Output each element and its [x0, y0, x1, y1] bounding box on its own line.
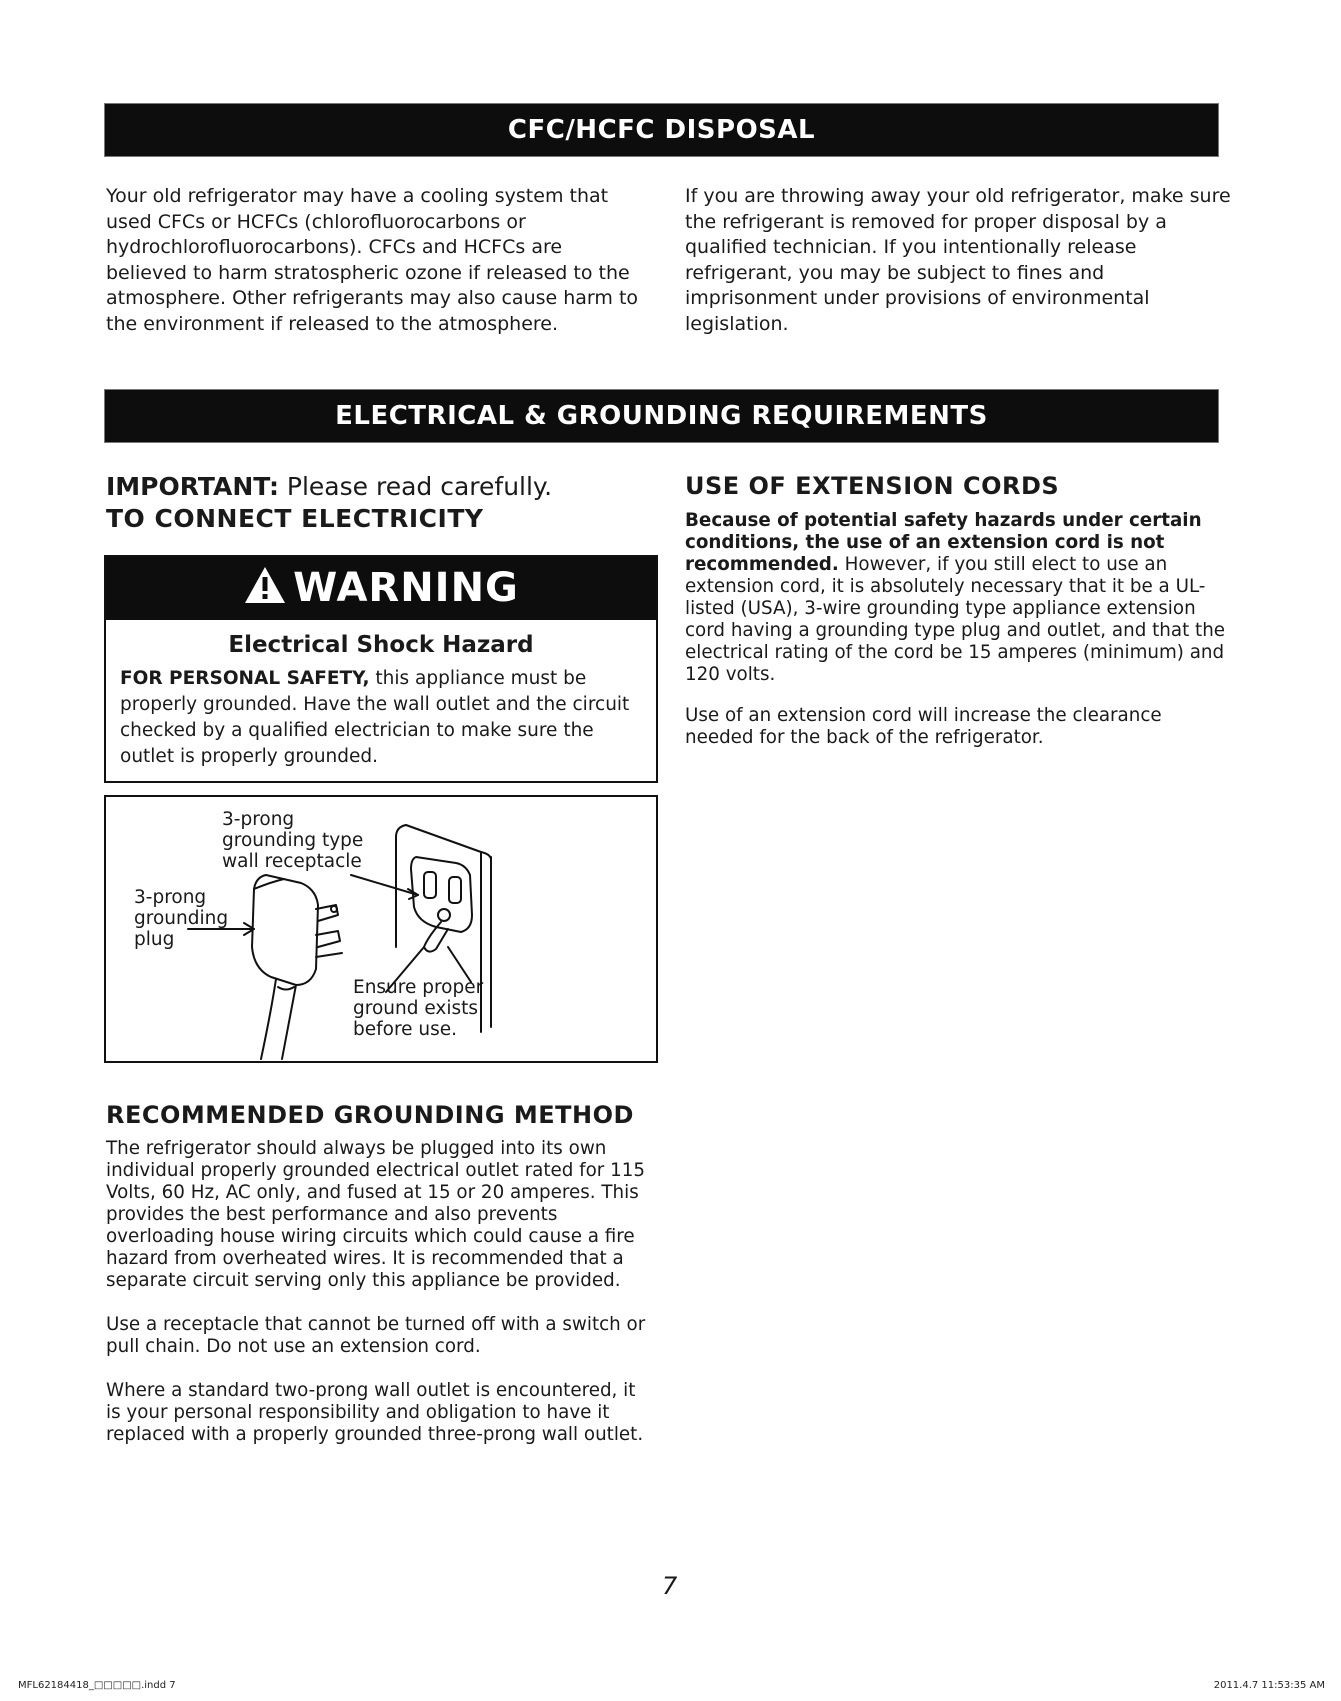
- recommended-p3: Where a standard two-prong wall outlet is encountered, it is your personal responsibility and obligation to have it replaced with a properly grounded three-prong wall outlet.: [106, 1380, 644, 1445]
- recommended-p2: Use a receptacle that cannot be turned off with a switch or pull chain. Do not use an extension cord.: [106, 1314, 646, 1357]
- important-label: IMPORTANT:: [106, 472, 279, 501]
- cfc-disposal-banner: [104, 103, 1219, 157]
- important-text: Please read carefully.: [278, 472, 553, 501]
- warning-triangle-icon: [243, 565, 287, 605]
- extension-cords-heading: USE OF EXTENSION CORDS: [685, 472, 1060, 500]
- page-number: 7: [662, 1572, 678, 1600]
- cfc-right-text: If you are throwing away your old refrigerator, make sure the refrigerant is removed for proper disposal by a qualified technician. If you intentionally release refrigerant, you may be subject to fines and imprisonment under provisions of environmental legislation.: [685, 185, 1231, 335]
- electrical-title: ELECTRICAL & GROUNDING REQUIREMENTS: [335, 401, 988, 431]
- grounding-figure: [104, 795, 658, 1063]
- plug-and-outlet-illustration: [106, 797, 656, 1061]
- warning-header: [106, 557, 656, 620]
- cfc-left-text: Your old refrigerator may have a cooling system that used CFCs or HCFCs (chlorofluorocarbons or hydrochlorofluorocarbons). CFCs and HCFCs are believed to harm stratospheric ozone if released to the atmosphere. Other refrigerants may also cause harm to the environment if released to the atmosphere.: [106, 185, 639, 335]
- receptacle-label: 3-prong grounding type wall receptacle: [222, 809, 364, 872]
- extension-p1-rest: However, if you still elect to use an extension cord, it is absolutely necessary that it be a UL-listed (USA), 3-wire grounding type appliance extension cord having a grounding type plug and outlet, and that the electrical rating of the cord be 15 amperes (minimum) and 120 volts.: [685, 554, 1226, 685]
- cfc-disposal-title: CFC/HCFC DISPOSAL: [507, 115, 816, 145]
- extension-bold-lead: Because of potential safety hazards under certain conditions, the use of an extension cord is not recommended.: [685, 510, 1202, 575]
- ground-label: Ensure proper ground exists before use.: [353, 977, 484, 1040]
- important-line: [106, 472, 552, 501]
- warning-box: [104, 555, 658, 783]
- plug-label: 3-prong grounding plug: [134, 887, 229, 950]
- warning-subtitle: Electrical Shock Hazard: [228, 632, 534, 658]
- recommended-p1: The refrigerator should always be plugged into its own individual properly grounded electrical outlet rated for 115 Volts, 60 Hz, AC only, and fused at 15 or 20 amperes. This provides the best performance and also prevents overloading house wiring circuits which could cause a fire hazard from overheated wires. It is recommended that a separate circuit serving only this appliance be provided.: [106, 1138, 646, 1291]
- extension-p1: [685, 510, 1230, 686]
- warning-title: WARNING: [293, 565, 519, 611]
- connect-electricity-heading: TO CONNECT ELECTRICITY: [106, 504, 484, 533]
- electrical-banner: [104, 389, 1219, 443]
- warning-body: this appliance must be properly grounded. Have the wall outlet and the circuit checked by a qualified electrician to make sure the outlet is properly grounded.: [120, 668, 630, 767]
- extension-p2: Use of an extension cord will increase the clearance needed for the back of the refrigerator.: [685, 705, 1162, 748]
- recommended-grounding-heading: RECOMMENDED GROUNDING METHOD: [106, 1101, 634, 1129]
- footer-file-name: MFL62184418_□□□□□.indd 7: [18, 1680, 176, 1691]
- warning-text: [106, 658, 656, 770]
- footer-timestamp: 2011.4.7 11:53:35 AM: [1213, 1680, 1325, 1691]
- warning-lead: FOR PERSONAL SAFETY,: [120, 668, 370, 689]
